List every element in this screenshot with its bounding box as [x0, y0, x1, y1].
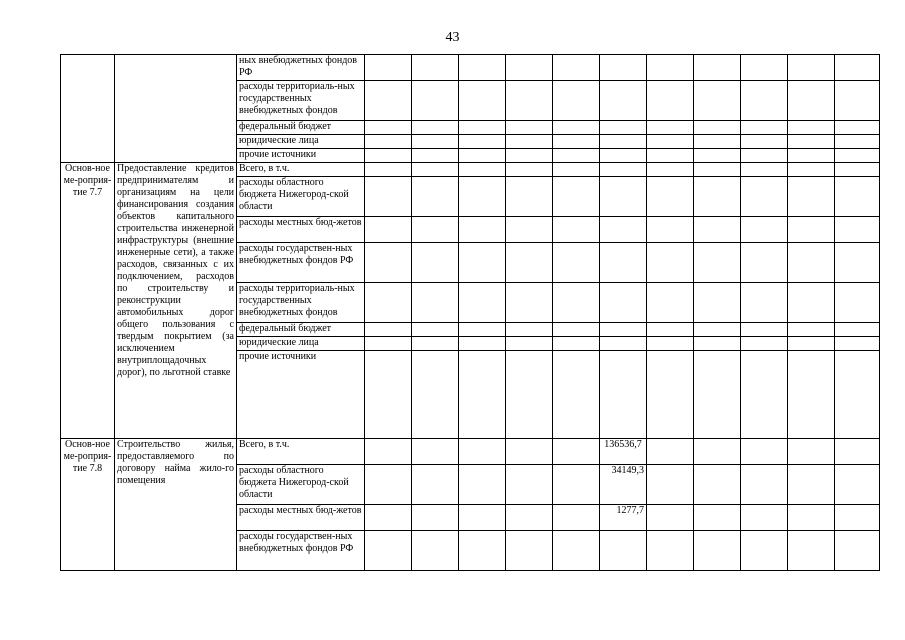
value-cell [459, 283, 506, 323]
value-cell [506, 121, 553, 135]
table-row [61, 55, 880, 81]
value-cell [553, 55, 600, 81]
value-cell [788, 439, 835, 465]
value-cell [459, 439, 506, 465]
value-cell: 1277,7 [600, 505, 647, 531]
funding-source-label: Всего, в т.ч. [237, 163, 365, 177]
value-cell [365, 135, 412, 149]
value-cell [788, 465, 835, 505]
funding-source-label: юридические лица [237, 337, 365, 351]
value-cell [506, 465, 553, 505]
funding-source-label: расходы территориаль-ных государственных внебюджетных фондов [237, 283, 365, 323]
value-cell [506, 505, 553, 531]
value-cell [835, 149, 880, 163]
value-cell [506, 135, 553, 149]
value-cell [647, 465, 694, 505]
value-cell [553, 149, 600, 163]
value-cell [600, 135, 647, 149]
value-cell [506, 163, 553, 177]
value-cell [412, 531, 459, 571]
value-cell [788, 177, 835, 217]
value-cell [647, 135, 694, 149]
value-cell [553, 163, 600, 177]
measure-description: Строительство жилья, предоставляемого по договору найма жило-го помещения [115, 439, 237, 571]
value-cell [694, 439, 741, 465]
value-cell [647, 505, 694, 531]
value-cell [600, 283, 647, 323]
value-cell [553, 243, 600, 283]
value-cell [741, 217, 788, 243]
value-cell [741, 283, 788, 323]
value-cell [600, 531, 647, 571]
value-cell [647, 283, 694, 323]
value-cell [459, 217, 506, 243]
value-cell [365, 121, 412, 135]
value-cell [694, 149, 741, 163]
value-cell [647, 163, 694, 177]
value-cell [694, 243, 741, 283]
value-cell [835, 505, 880, 531]
value-cell [365, 149, 412, 163]
value-cell [835, 531, 880, 571]
value-cell [694, 121, 741, 135]
value-cell [647, 149, 694, 163]
value-cell [647, 55, 694, 81]
funding-source-label: федеральный бюджет [237, 121, 365, 135]
value-cell [365, 505, 412, 531]
value-cell [506, 217, 553, 243]
value-cell: 34149,3 [600, 465, 647, 505]
value-cell [835, 55, 880, 81]
value-cell [788, 135, 835, 149]
table-row [61, 163, 880, 177]
value-cell [459, 531, 506, 571]
value-cell [788, 351, 835, 439]
value-cell [600, 149, 647, 163]
value-cell [412, 337, 459, 351]
value-cell [459, 351, 506, 439]
value-cell [741, 121, 788, 135]
value-cell [788, 81, 835, 121]
funding-source-label: расходы местных бюд-жетов [237, 505, 365, 531]
measure-description: Предоставление кредитов предпринимателям и организациям на цели финансирования создания объектов капитального строительства инженерной инфраструктуры (внешние инженерные сети), а также расходов, связанных с их подключением, расходов по строительству и реконструкции автомобильных дорог общего пользования с твердым покрытием (за исключением внутриплощадочных дорог), по льготной ставке [115, 163, 237, 439]
value-cell [553, 323, 600, 337]
value-cell [694, 283, 741, 323]
value-cell [694, 135, 741, 149]
value-cell [506, 439, 553, 465]
value-cell [647, 81, 694, 121]
value-cell [506, 177, 553, 217]
value-cell [365, 531, 412, 571]
value-cell [365, 351, 412, 439]
value-cell [553, 505, 600, 531]
value-cell [365, 323, 412, 337]
value-cell [412, 163, 459, 177]
value-cell [741, 55, 788, 81]
value-cell [459, 163, 506, 177]
value-cell [506, 351, 553, 439]
value-cell [365, 163, 412, 177]
value-cell [835, 283, 880, 323]
value-cell [412, 177, 459, 217]
measure-code: Основ-ное ме-роприя-тие 7.7 [61, 163, 115, 439]
value-cell [647, 351, 694, 439]
value-cell [412, 135, 459, 149]
value-cell [694, 465, 741, 505]
value-cell [412, 505, 459, 531]
value-cell [835, 465, 880, 505]
value-cell [459, 149, 506, 163]
value-cell [600, 177, 647, 217]
value-cell [788, 243, 835, 283]
value-cell [506, 149, 553, 163]
value-cell [365, 217, 412, 243]
value-cell [647, 531, 694, 571]
value-cell [459, 337, 506, 351]
funding-source-label: федеральный бюджет [237, 323, 365, 337]
value-cell [788, 163, 835, 177]
value-cell [741, 243, 788, 283]
value-cell [600, 243, 647, 283]
value-cell [835, 351, 880, 439]
value-cell [741, 505, 788, 531]
value-cell [412, 149, 459, 163]
value-cell [788, 505, 835, 531]
value-cell [600, 163, 647, 177]
value-cell [459, 505, 506, 531]
value-cell [506, 323, 553, 337]
value-cell [694, 351, 741, 439]
value-cell [506, 283, 553, 323]
value-cell [412, 465, 459, 505]
value-cell [459, 243, 506, 283]
value-cell [412, 121, 459, 135]
value-cell [694, 177, 741, 217]
value-cell [412, 439, 459, 465]
value-cell [365, 243, 412, 283]
page-number: 43 [445, 30, 460, 45]
value-cell [600, 121, 647, 135]
value-cell [412, 55, 459, 81]
value-cell [553, 217, 600, 243]
value-cell [647, 243, 694, 283]
value-cell [553, 177, 600, 217]
value-cell [741, 149, 788, 163]
value-cell [835, 217, 880, 243]
value-cell [365, 465, 412, 505]
value-cell [741, 323, 788, 337]
value-cell [365, 439, 412, 465]
funding-source-label: расходы государствен-ных внебюджетных фондов РФ [237, 531, 365, 571]
value-cell [741, 177, 788, 217]
value-cell [741, 81, 788, 121]
value-cell [553, 283, 600, 323]
value-cell [788, 217, 835, 243]
value-cell [741, 531, 788, 571]
value-cell [788, 283, 835, 323]
value-cell [553, 135, 600, 149]
value-cell [553, 81, 600, 121]
value-cell [835, 121, 880, 135]
value-cell [459, 177, 506, 217]
value-cell [600, 81, 647, 121]
value-cell [647, 121, 694, 135]
value-cell [788, 531, 835, 571]
value-cell [412, 323, 459, 337]
value-cell [835, 177, 880, 217]
value-cell [694, 163, 741, 177]
value-cell [553, 465, 600, 505]
value-cell [412, 243, 459, 283]
value-cell [694, 531, 741, 571]
value-cell [365, 177, 412, 217]
value-cell [788, 149, 835, 163]
value-cell [412, 81, 459, 121]
funding-source-label: расходы областного бюджета Нижегород-ской области [237, 465, 365, 505]
value-cell [741, 135, 788, 149]
value-cell [553, 337, 600, 351]
value-cell [694, 217, 741, 243]
value-cell [741, 163, 788, 177]
funding-source-label: расходы государствен-ных внебюджетных фондов РФ [237, 243, 365, 283]
code-cell [61, 55, 115, 163]
funding-source-label: расходы местных бюд-жетов [237, 217, 365, 243]
value-cell [600, 351, 647, 439]
value-cell [741, 439, 788, 465]
funding-source-label: расходы территориаль-ных государственных внебюджетных фондов [237, 81, 365, 121]
value-cell [365, 81, 412, 121]
value-cell [412, 283, 459, 323]
value-cell [835, 163, 880, 177]
funding-source-label: ных внебюджетных фондов РФ [237, 55, 365, 81]
value-cell [835, 135, 880, 149]
value-cell [600, 337, 647, 351]
value-cell [365, 283, 412, 323]
value-cell [694, 323, 741, 337]
value-cell [600, 217, 647, 243]
value-cell [459, 81, 506, 121]
value-cell [788, 55, 835, 81]
funding-source-label: прочие источники [237, 149, 365, 163]
value-cell [788, 337, 835, 351]
value-cell [459, 135, 506, 149]
value-cell [647, 439, 694, 465]
value-cell [365, 55, 412, 81]
value-cell [835, 323, 880, 337]
value-cell [553, 121, 600, 135]
value-cell [788, 323, 835, 337]
value-cell [459, 465, 506, 505]
value-cell [553, 531, 600, 571]
funding-source-label: юридические лица [237, 135, 365, 149]
value-cell [459, 121, 506, 135]
value-cell [506, 337, 553, 351]
value-cell [553, 439, 600, 465]
value-cell [459, 323, 506, 337]
value-cell [412, 217, 459, 243]
value-cell [412, 351, 459, 439]
value-cell [835, 243, 880, 283]
value-cell [365, 337, 412, 351]
value-cell [694, 81, 741, 121]
funding-source-label: расходы областного бюджета Нижегород-ской области [237, 177, 365, 217]
value-cell [647, 217, 694, 243]
value-cell [835, 439, 880, 465]
value-cell [835, 337, 880, 351]
funding-source-label: прочие источники [237, 351, 365, 439]
value-cell [506, 55, 553, 81]
value-cell [506, 81, 553, 121]
value-cell [600, 55, 647, 81]
description-cell [115, 55, 237, 163]
value-cell [694, 505, 741, 531]
value-cell [647, 323, 694, 337]
value-cell [835, 81, 880, 121]
value-cell [741, 465, 788, 505]
value-cell [647, 177, 694, 217]
value-cell [694, 55, 741, 81]
value-cell [506, 243, 553, 283]
value-cell [741, 351, 788, 439]
table-row [61, 439, 880, 465]
value-cell [788, 121, 835, 135]
value-cell: 136536,7 [600, 439, 647, 465]
funding-table [60, 54, 880, 571]
value-cell [459, 55, 506, 81]
value-cell [694, 337, 741, 351]
funding-source-label: Всего, в т.ч. [237, 439, 365, 465]
value-cell [741, 337, 788, 351]
measure-code: Основ-ное ме-роприя-тие 7.8 [61, 439, 115, 571]
value-cell [600, 323, 647, 337]
value-cell [506, 531, 553, 571]
value-cell [647, 337, 694, 351]
value-cell [553, 351, 600, 439]
